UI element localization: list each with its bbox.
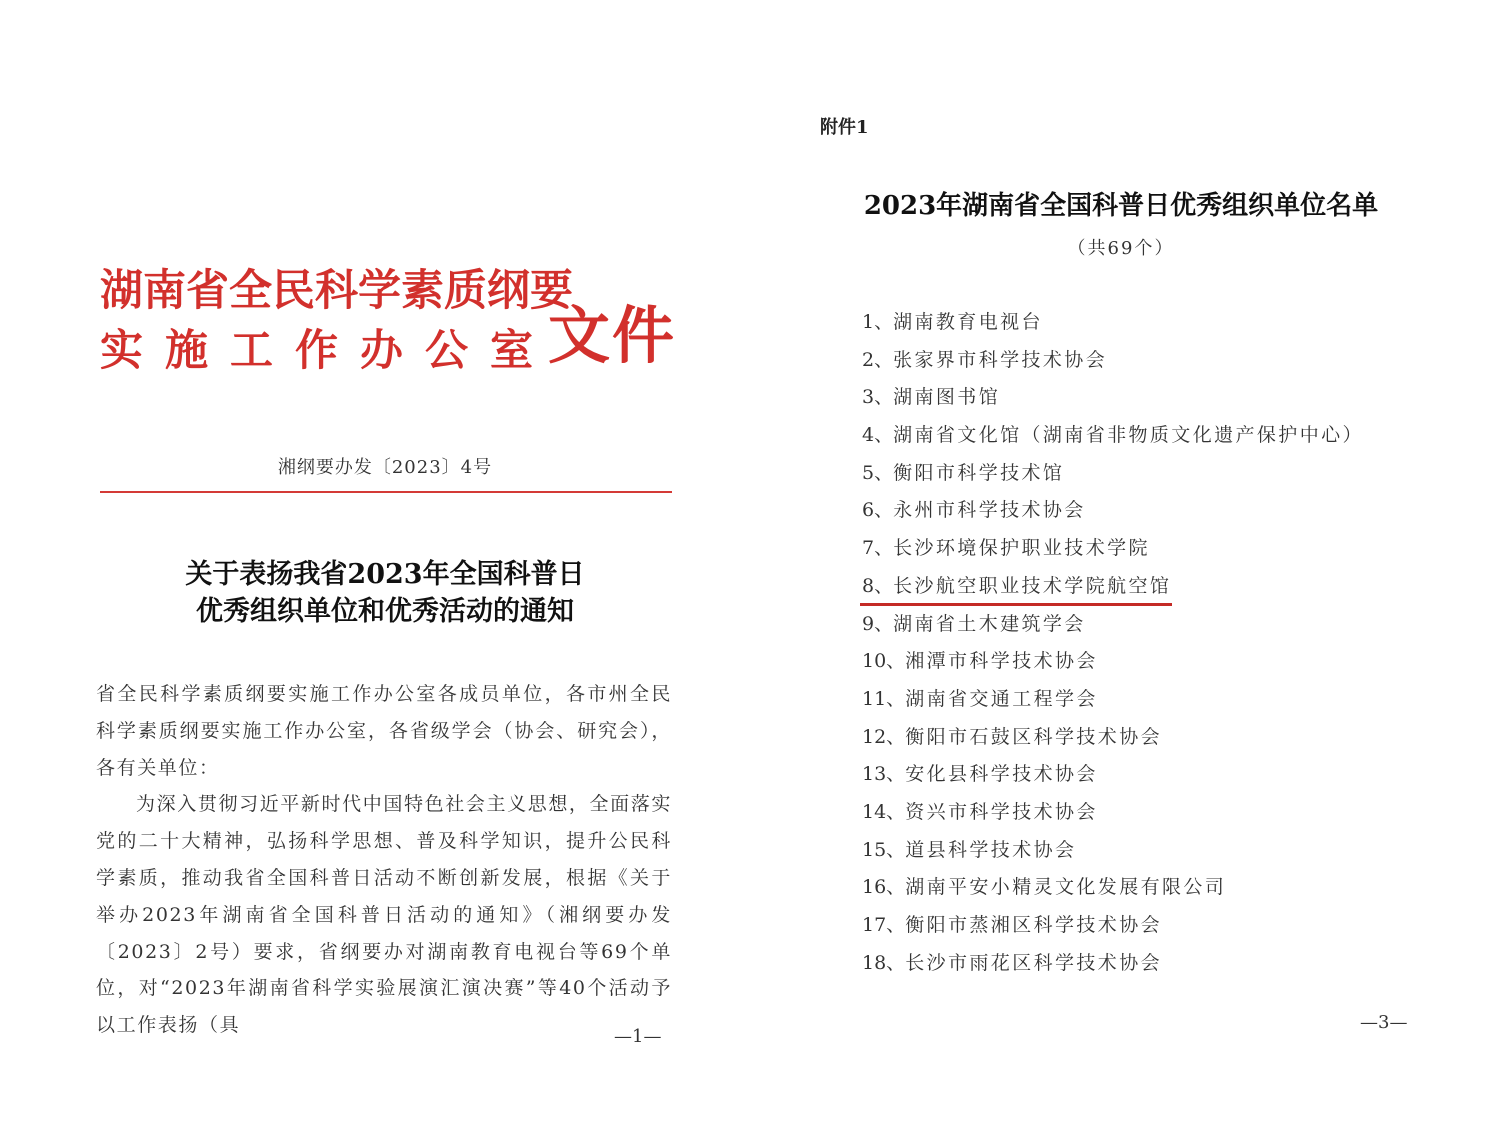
list-item: 5、衡阳市科学技术馆 <box>862 461 1065 484</box>
list-title: 2023年湖南省全国科普日优秀组织单位名单 <box>863 191 1379 221</box>
notice-body <box>96 676 672 1044</box>
organization-list <box>862 306 1364 984</box>
list-item: 1、湖南教育电视台 <box>862 311 1043 333</box>
list-item: 10、湘潭市科学技术协会 <box>862 650 1098 673</box>
red-underline-annotation <box>860 603 1172 606</box>
document-page-3 <box>750 0 1500 1125</box>
list-item: 9、湖南省土木建筑学会 <box>862 612 1086 635</box>
page-number: —1— <box>614 1026 662 1047</box>
list-item: 6、永州市科学技术协会 <box>862 499 1086 522</box>
list-item: 12、衡阳市石鼓区科学技术协会 <box>862 725 1162 748</box>
list-item: 16、湖南平安小精灵文化发展有限公司 <box>862 876 1227 899</box>
notice-title-line1: 关于表扬我省2023年全国科普日 <box>185 559 585 590</box>
list-item: 15、道县科学技术协会 <box>862 838 1077 861</box>
list-item-highlighted: 8、长沙航空职业技术学院航空馆 <box>862 570 1364 608</box>
notice-title-line2: 优秀组织单位和优秀活动的通知 <box>196 596 574 627</box>
list-item: 18、长沙市雨花区科学技术协会 <box>862 951 1162 974</box>
list-item: 11、湖南省交通工程学会 <box>862 687 1098 710</box>
notice-title <box>90 556 680 630</box>
attachment-label: 附件1 <box>820 117 869 138</box>
document-number: 湘纲要办发〔2023〕4号 <box>277 457 493 478</box>
issuing-office-header <box>100 262 573 380</box>
issuing-office-line1: 湖南省全民科学素质纲要 <box>100 266 573 316</box>
body-paragraph-1: 为深入贯彻习近平新时代中国特色社会主义思想，全面落实党的二十大精神，弘扬科学思想、普及科学知识，提升公民科学素质，推动我省全国科普日活动不断创新发展，根据《关于举办2023年湖南省全国科普日活动的通知》（湘纲要办发〔2023〕2号）要求，省纲要办对湖南教育电视台等69个单位，对“2023年湖南省科学实验展演汇演决赛”等40个活动予以工作表扬（具 <box>96 793 672 1037</box>
list-item: 3、湖南图书馆 <box>862 386 1001 409</box>
list-item: 13、安化县科学技术协会 <box>862 763 1098 786</box>
page-number: —3— <box>1360 1012 1408 1033</box>
list-item: 7、长沙环境保护职业技术学院 <box>862 537 1150 560</box>
list-item: 2、张家界市科学技术协会 <box>862 348 1108 371</box>
list-item: 17、衡阳市蒸湘区科学技术协会 <box>862 914 1162 936</box>
list-count: （共69个） <box>1067 238 1175 259</box>
list-item: 4、湖南省文化馆（湖南省非物质文化遗产保护中心） <box>862 424 1364 447</box>
salutation: 省全民科学素质纲要实施工作办公室各成员单位，各市州全民科学素质纲要实施工作办公室，各省级学会（协会、研究会），各有关单位： <box>96 683 672 779</box>
document-type-label: 文件 <box>548 299 677 372</box>
red-divider <box>100 491 672 493</box>
list-item: 14、资兴市科学技术协会 <box>862 800 1098 823</box>
issuing-office-line2: 实施工作办公室 <box>100 326 555 376</box>
